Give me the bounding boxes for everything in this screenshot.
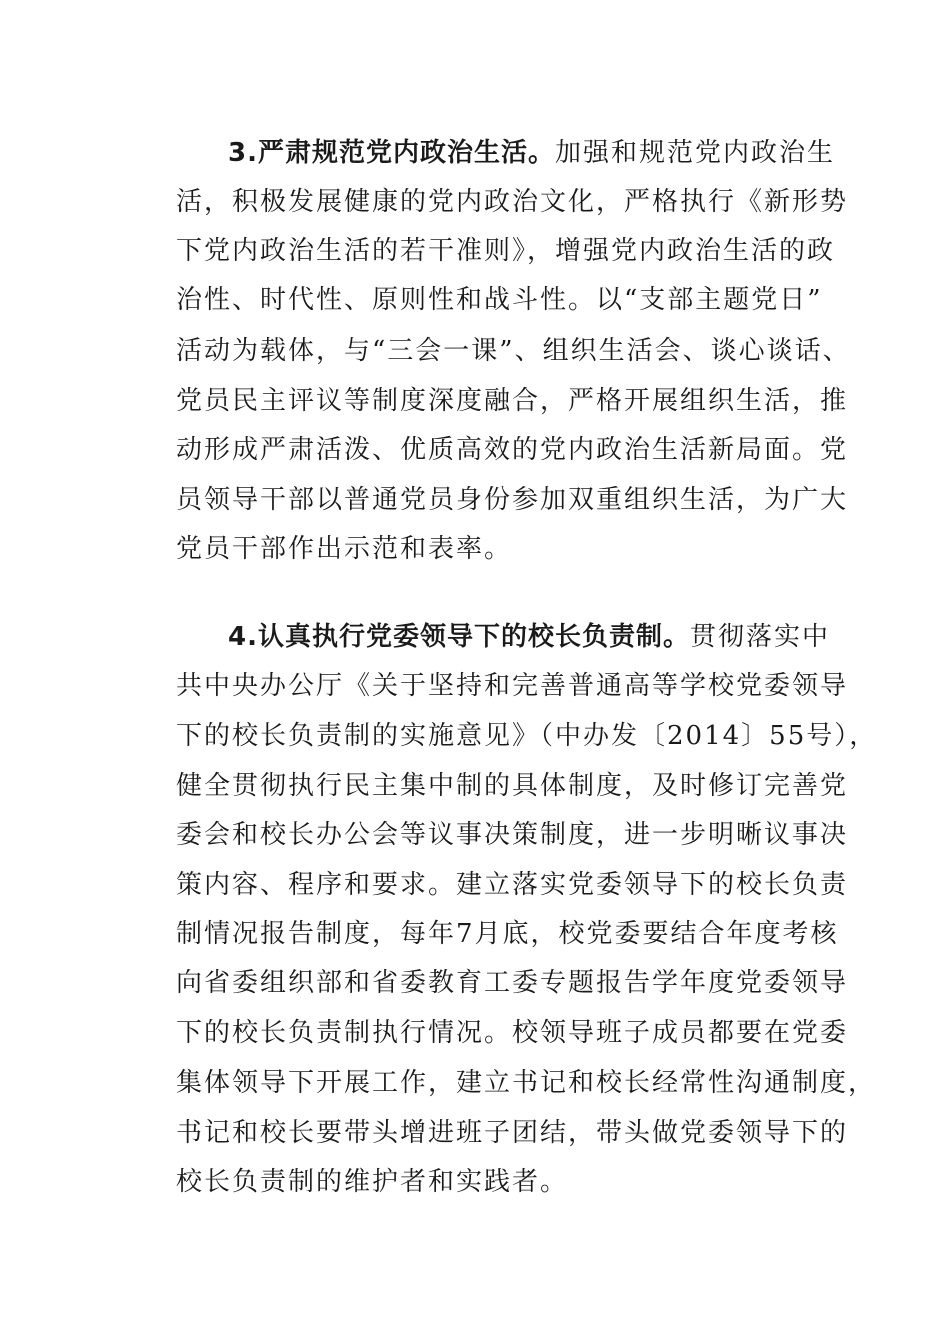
section-3-text-line: 治性、时代性、原则性和战斗性。以“支部主题党日” — [176, 285, 823, 315]
section-3-text-line: 党员干部作出示范和表率。 — [176, 534, 513, 564]
section-3-text-line: 活动为载体，与“三会一课”、组织生活会、谈心谈话、 — [176, 336, 851, 366]
section-3-text-line: 加强和规范党内政治生 — [554, 138, 835, 168]
section-4-text-line: 制情况报告制度，每年7月底，校党委要结合年度考核 — [176, 919, 839, 949]
section-4-text-line: 委会和校长办公会等议事决策制度，进一步明晰议事决 — [176, 820, 849, 850]
section-4-text-line: 下的校长负责制的实施意见》（中办发〔2014〕55号）， — [176, 721, 878, 751]
section-4-text-line: 策内容、程序和要求。建立落实党委领导下的校长负责 — [176, 870, 849, 900]
section-4-text-line: 共中央办公厅《关于坚持和完善普通高等学校党委领导 — [176, 671, 849, 701]
section-3-text-line: 员领导干部以普通党员身份参加双重组织生活，为广大 — [176, 485, 849, 515]
section-3-text-line: 动形成严肃活泼、优质高效的党内政治生活新局面。党 — [176, 435, 849, 465]
section-4-text-line: 贯彻落实中 — [689, 622, 830, 652]
section-4-text-line: 校长负责制的维护者和实践者。 — [176, 1167, 569, 1197]
section-4-text-line: 下的校长负责制执行情况。校领导班子成员都要在党委 — [176, 1018, 849, 1048]
section-4-text-line: 健全贯彻执行民主集中制的具体制度，及时修订完善党 — [176, 771, 849, 801]
section-4-text-line: 书记和校长要带头增进班子团结，带头做党委领导下的 — [176, 1118, 849, 1148]
section-3-text-line: 活，积极发展健康的党内政治文化，严格执行《新形势 — [176, 187, 849, 217]
section-3-first-line — [228, 133, 868, 173]
section-4-heading: 4.认真执行党委领导下的校长负责制。 — [228, 622, 690, 652]
section-4-text-line: 向省委组织部和省委教育工委专题报告学年度党委领导 — [176, 968, 849, 998]
section-4-text-line: 集体领导下开展工作，建立书记和校长经常性沟通制度， — [176, 1068, 877, 1098]
section-3-heading: 3.严肃规范党内政治生活。 — [228, 138, 555, 168]
section-3-text-line: 党员民主评议等制度深度融合，严格开展组织生活，推 — [176, 386, 849, 416]
section-4-first-line — [228, 617, 868, 657]
section-3-text-line: 下党内政治生活的若干准则》，增强党内政治生活的政 — [176, 236, 836, 266]
